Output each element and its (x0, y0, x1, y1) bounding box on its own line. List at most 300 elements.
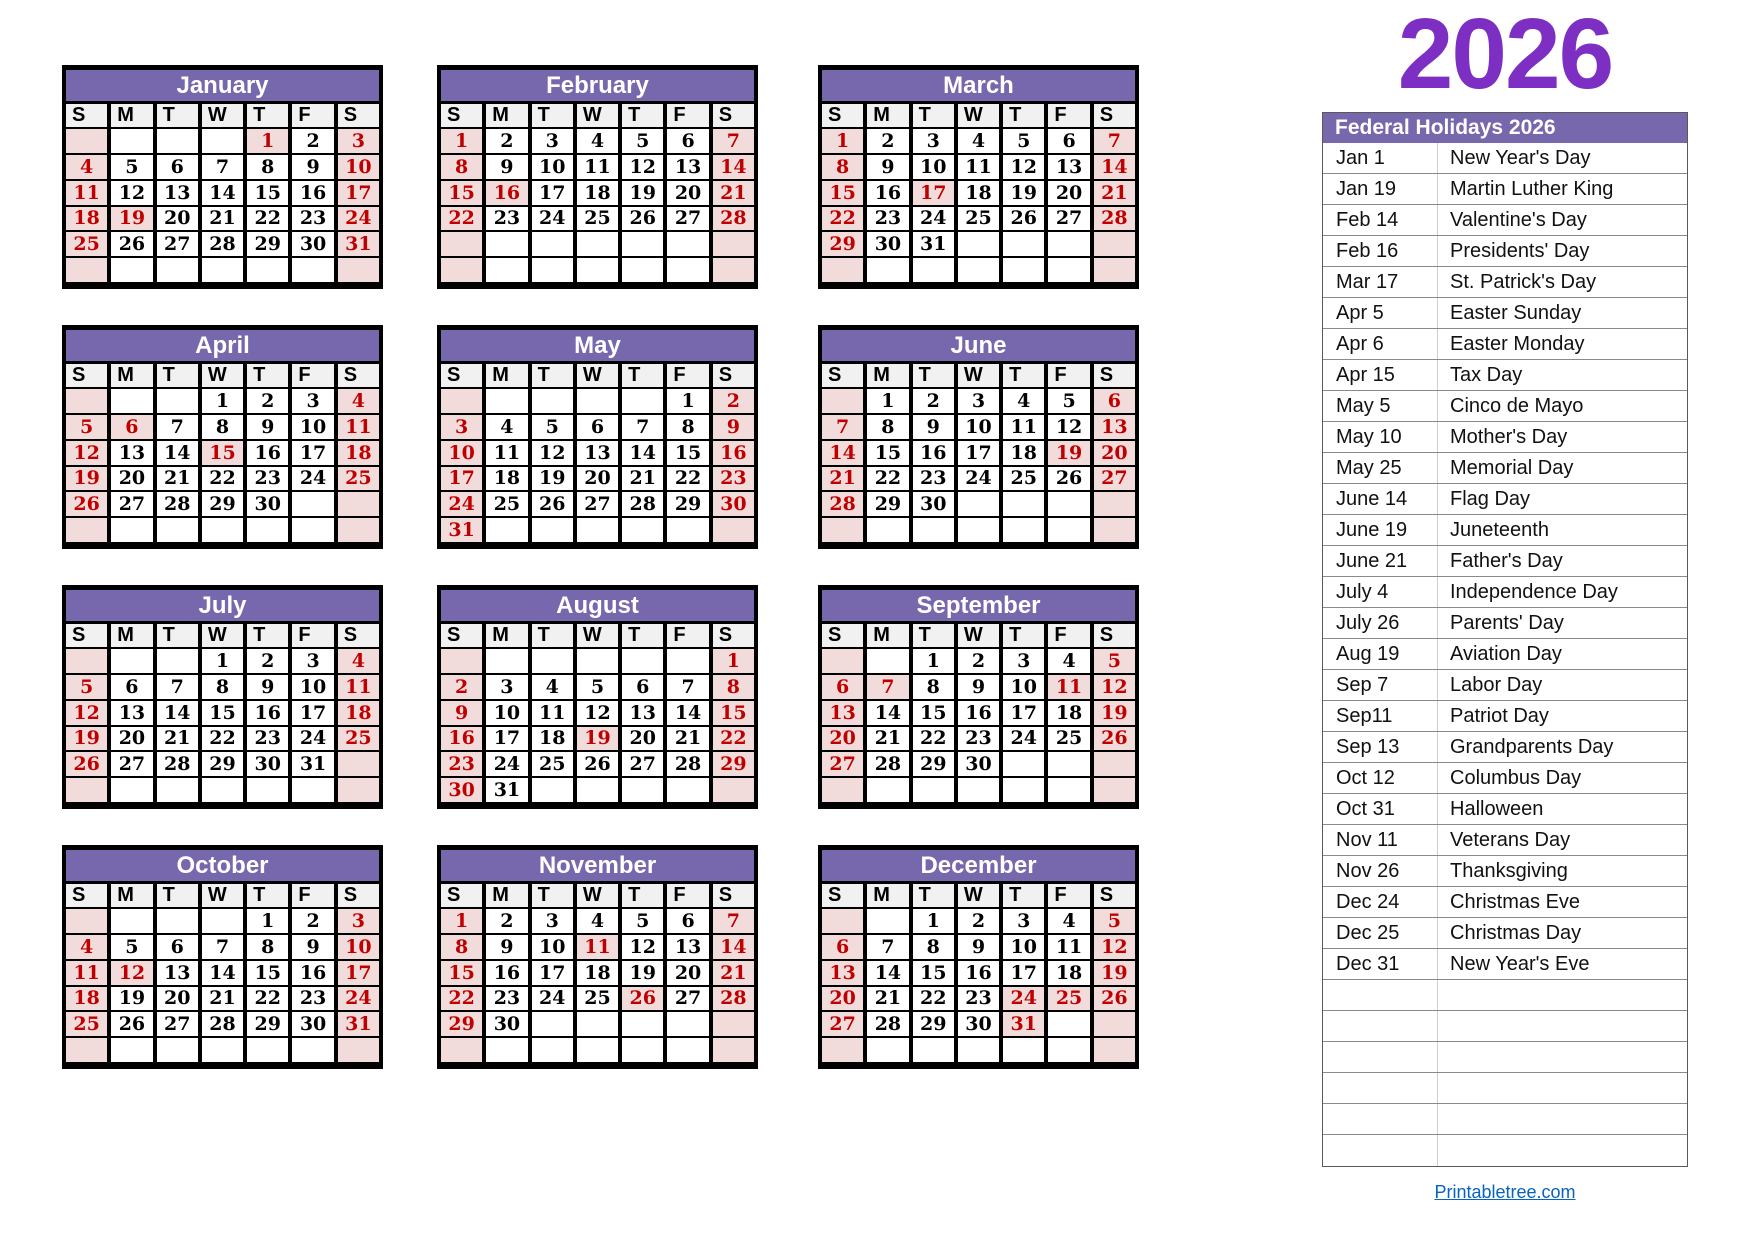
holiday-date: Jan 19 (1323, 174, 1438, 204)
day-cell: 15 (713, 701, 754, 725)
day-cell (292, 258, 333, 282)
day-cell: 28 (867, 752, 908, 776)
day-cell: 2 (247, 389, 288, 413)
day-cell (622, 1012, 663, 1036)
weekday-header: W (577, 884, 618, 907)
day-cell: 27 (822, 752, 863, 776)
day-cell: 27 (577, 492, 618, 516)
day-cell: 26 (532, 492, 573, 516)
day-cell (111, 649, 152, 673)
holiday-row (1323, 1104, 1687, 1135)
day-cell: 12 (1003, 155, 1044, 179)
month-grid (822, 104, 1135, 282)
day-cell (867, 1038, 908, 1062)
day-cell: 8 (441, 155, 482, 179)
weekday-header: M (111, 624, 152, 647)
day-cell: 7 (713, 129, 754, 153)
day-cell: 21 (622, 467, 663, 491)
weekday-header: T (1003, 104, 1044, 127)
day-cell: 14 (622, 441, 663, 465)
day-cell: 28 (713, 987, 754, 1011)
day-cell: 17 (532, 961, 573, 985)
day-cell: 18 (66, 987, 107, 1011)
month-title: November (441, 850, 754, 884)
day-cell: 22 (913, 727, 954, 751)
day-cell: 14 (157, 441, 198, 465)
day-cell: 4 (1048, 649, 1089, 673)
day-cell: 21 (867, 727, 908, 751)
day-cell: 3 (292, 389, 333, 413)
day-cell: 13 (1048, 155, 1089, 179)
day-cell: 17 (292, 701, 333, 725)
day-cell: 18 (338, 441, 379, 465)
day-cell: 2 (713, 389, 754, 413)
day-cell (913, 518, 954, 542)
day-cell: 1 (247, 129, 288, 153)
day-cell: 30 (247, 752, 288, 776)
day-cell (1048, 258, 1089, 282)
day-cell (1094, 1012, 1135, 1036)
day-cell: 6 (822, 935, 863, 959)
day-cell: 29 (441, 1012, 482, 1036)
day-cell (292, 778, 333, 802)
weekday-header: S (338, 364, 379, 387)
weekday-header: T (622, 884, 663, 907)
day-cell (157, 129, 198, 153)
weekday-header: W (577, 364, 618, 387)
day-cell: 7 (713, 909, 754, 933)
day-cell: 22 (247, 207, 288, 231)
month-grid (66, 364, 379, 542)
weekday-header: S (441, 104, 482, 127)
day-cell (577, 778, 618, 802)
day-cell: 25 (532, 752, 573, 776)
day-cell (486, 649, 527, 673)
weekday-header: M (111, 104, 152, 127)
day-cell: 11 (1003, 415, 1044, 439)
holiday-date: Sep 7 (1323, 670, 1438, 700)
month-calendar-november (437, 845, 758, 1069)
day-cell: 15 (913, 701, 954, 725)
day-cell (202, 778, 243, 802)
day-cell: 27 (157, 1012, 198, 1036)
day-cell: 19 (111, 207, 152, 231)
day-cell: 3 (486, 675, 527, 699)
day-cell (111, 389, 152, 413)
day-cell: 27 (157, 232, 198, 256)
weekday-header: M (486, 884, 527, 907)
day-cell: 6 (667, 909, 708, 933)
weekday-header: T (532, 104, 573, 127)
day-cell: 3 (1003, 649, 1044, 673)
day-cell: 18 (1048, 961, 1089, 985)
day-cell: 31 (1003, 1012, 1044, 1036)
day-cell: 3 (958, 389, 999, 413)
holiday-name: Father's Day (1450, 549, 1563, 572)
day-cell: 18 (486, 467, 527, 491)
day-cell: 16 (958, 701, 999, 725)
day-cell: 25 (1003, 467, 1044, 491)
day-cell: 25 (486, 492, 527, 516)
holiday-row (1323, 329, 1687, 360)
day-cell: 11 (958, 155, 999, 179)
month-calendar-may (437, 325, 758, 549)
weekday-header: M (111, 884, 152, 907)
day-cell: 5 (622, 129, 663, 153)
day-cell: 9 (247, 675, 288, 699)
day-cell: 1 (913, 909, 954, 933)
day-cell: 22 (202, 727, 243, 751)
weekday-header: T (532, 624, 573, 647)
day-cell: 26 (1094, 987, 1135, 1011)
day-cell (66, 518, 107, 542)
day-cell: 22 (247, 987, 288, 1011)
day-cell: 19 (1048, 441, 1089, 465)
day-cell: 7 (1094, 129, 1135, 153)
day-cell (822, 1038, 863, 1062)
day-cell (1048, 752, 1089, 776)
weekday-header: F (292, 104, 333, 127)
weekday-header: F (292, 884, 333, 907)
weekday-header: M (867, 364, 908, 387)
day-cell: 10 (1003, 935, 1044, 959)
holiday-name: Presidents' Day (1450, 239, 1590, 262)
holiday-date: Dec 25 (1323, 918, 1438, 948)
day-cell (1094, 232, 1135, 256)
day-cell: 28 (822, 492, 863, 516)
day-cell: 16 (292, 961, 333, 985)
day-cell: 26 (111, 232, 152, 256)
day-cell: 9 (713, 415, 754, 439)
month-grid (822, 624, 1135, 802)
day-cell: 11 (532, 701, 573, 725)
day-cell: 9 (292, 155, 333, 179)
day-cell: 18 (532, 727, 573, 751)
day-cell: 11 (338, 675, 379, 699)
holiday-name: Grandparents Day (1450, 735, 1614, 758)
day-cell: 15 (667, 441, 708, 465)
day-cell: 31 (486, 778, 527, 802)
holiday-date: Jan 1 (1323, 143, 1438, 173)
day-cell: 18 (577, 961, 618, 985)
day-cell (157, 778, 198, 802)
month-calendar-september (818, 585, 1139, 809)
day-cell: 25 (1048, 727, 1089, 751)
day-cell: 23 (441, 752, 482, 776)
weekday-header: S (713, 624, 754, 647)
holiday-name: Mother's Day (1450, 425, 1568, 448)
day-cell: 17 (338, 961, 379, 985)
day-cell: 1 (913, 649, 954, 673)
day-cell: 23 (958, 727, 999, 751)
holiday-name: Easter Monday (1450, 332, 1585, 355)
day-cell (713, 1012, 754, 1036)
day-cell (622, 258, 663, 282)
day-cell: 4 (958, 129, 999, 153)
holiday-name: Christmas Day (1450, 921, 1582, 944)
day-cell (532, 232, 573, 256)
day-cell: 19 (66, 727, 107, 751)
holiday-date: Dec 31 (1323, 949, 1438, 979)
day-cell: 18 (577, 181, 618, 205)
day-cell (292, 518, 333, 542)
day-cell: 29 (822, 232, 863, 256)
day-cell: 20 (157, 987, 198, 1011)
day-cell (1003, 518, 1044, 542)
day-cell: 26 (1094, 727, 1135, 751)
day-cell (958, 518, 999, 542)
day-cell: 9 (486, 935, 527, 959)
day-cell: 28 (1094, 207, 1135, 231)
day-cell: 29 (247, 1012, 288, 1036)
day-cell: 21 (157, 467, 198, 491)
day-cell (913, 258, 954, 282)
holiday-date: June 19 (1323, 515, 1438, 545)
day-cell: 11 (66, 181, 107, 205)
day-cell (867, 649, 908, 673)
day-cell: 25 (338, 467, 379, 491)
day-cell (202, 1038, 243, 1062)
weekday-header: F (1048, 364, 1089, 387)
holiday-name: Martin Luther King (1450, 177, 1614, 200)
day-cell: 12 (111, 961, 152, 985)
weekday-header: S (338, 104, 379, 127)
holiday-date: Nov 26 (1323, 856, 1438, 886)
weekday-header: F (667, 104, 708, 127)
weekday-header: S (338, 884, 379, 907)
day-cell: 17 (292, 441, 333, 465)
day-cell: 7 (622, 415, 663, 439)
holiday-row (1323, 794, 1687, 825)
day-cell: 21 (713, 961, 754, 985)
day-cell: 26 (622, 207, 663, 231)
day-cell (577, 649, 618, 673)
day-cell: 13 (667, 935, 708, 959)
day-cell (667, 649, 708, 673)
day-cell: 21 (157, 727, 198, 751)
day-cell: 27 (822, 1012, 863, 1036)
day-cell: 5 (577, 675, 618, 699)
day-cell: 21 (867, 987, 908, 1011)
day-cell: 19 (66, 467, 107, 491)
day-cell (1003, 258, 1044, 282)
month-title: July (66, 590, 379, 624)
holiday-name: Thanksgiving (1450, 859, 1568, 882)
day-cell: 15 (822, 181, 863, 205)
day-cell: 19 (1003, 181, 1044, 205)
weekday-header: T (913, 624, 954, 647)
holiday-row (1323, 763, 1687, 794)
holidays-header: Federal Holidays 2026 (1323, 113, 1687, 143)
day-cell: 28 (202, 1012, 243, 1036)
day-cell (822, 649, 863, 673)
weekday-header: F (667, 624, 708, 647)
day-cell: 2 (247, 649, 288, 673)
month-calendar-march (818, 65, 1139, 289)
holiday-row (1323, 577, 1687, 608)
weekday-header: T (247, 104, 288, 127)
holiday-row (1323, 1042, 1687, 1073)
holiday-name: Halloween (1450, 797, 1544, 820)
day-cell: 12 (532, 441, 573, 465)
day-cell: 17 (1003, 961, 1044, 985)
day-cell: 20 (111, 727, 152, 751)
day-cell (867, 909, 908, 933)
holiday-name: Christmas Eve (1450, 890, 1581, 913)
weekday-header: T (622, 364, 663, 387)
day-cell: 22 (441, 987, 482, 1011)
holiday-name: New Year's Day (1450, 146, 1591, 169)
day-cell: 20 (822, 987, 863, 1011)
day-cell: 1 (202, 389, 243, 413)
day-cell: 11 (577, 155, 618, 179)
weekday-header: S (713, 104, 754, 127)
day-cell: 28 (202, 232, 243, 256)
holiday-row (1323, 174, 1687, 205)
day-cell (66, 909, 107, 933)
day-cell (441, 232, 482, 256)
day-cell: 30 (486, 1012, 527, 1036)
weekday-header: S (822, 104, 863, 127)
weekday-header: S (822, 364, 863, 387)
day-cell (1003, 232, 1044, 256)
year-heading: 2026 (1397, 0, 1613, 110)
day-cell (1094, 518, 1135, 542)
holiday-row (1323, 639, 1687, 670)
day-cell: 18 (338, 701, 379, 725)
holiday-date: May 5 (1323, 391, 1438, 421)
weekday-header: T (1003, 624, 1044, 647)
day-cell: 14 (667, 701, 708, 725)
day-cell: 30 (441, 778, 482, 802)
day-cell: 7 (867, 675, 908, 699)
day-cell: 9 (486, 155, 527, 179)
day-cell: 1 (441, 909, 482, 933)
day-cell: 19 (577, 727, 618, 751)
weekday-header: W (958, 104, 999, 127)
holiday-name: Tax Day (1450, 363, 1523, 386)
day-cell: 9 (292, 935, 333, 959)
day-cell (157, 1038, 198, 1062)
day-cell (202, 518, 243, 542)
day-cell: 8 (913, 935, 954, 959)
day-cell: 6 (622, 675, 663, 699)
day-cell: 12 (622, 155, 663, 179)
printabletree-link[interactable]: Printabletree.com (1434, 1182, 1576, 1202)
day-cell (1048, 518, 1089, 542)
day-cell (338, 778, 379, 802)
day-cell (66, 389, 107, 413)
day-cell (111, 778, 152, 802)
day-cell: 29 (867, 492, 908, 516)
holiday-row (1323, 267, 1687, 298)
holiday-name: Memorial Day (1450, 456, 1574, 479)
day-cell: 20 (157, 207, 198, 231)
day-cell: 3 (292, 649, 333, 673)
day-cell: 29 (202, 752, 243, 776)
day-cell: 10 (292, 675, 333, 699)
holiday-date: Apr 5 (1323, 298, 1438, 328)
holiday-name: Independence Day (1450, 580, 1618, 603)
day-cell: 2 (441, 675, 482, 699)
day-cell: 8 (441, 935, 482, 959)
holiday-date: July 4 (1323, 577, 1438, 607)
day-cell: 12 (1094, 675, 1135, 699)
day-cell: 13 (157, 181, 198, 205)
day-cell (1048, 1012, 1089, 1036)
weekday-header: M (111, 364, 152, 387)
weekday-header: T (913, 104, 954, 127)
day-cell: 10 (913, 155, 954, 179)
day-cell: 1 (441, 129, 482, 153)
month-title: September (822, 590, 1135, 624)
day-cell: 25 (1048, 987, 1089, 1011)
month-calendar-august (437, 585, 758, 809)
day-cell: 28 (157, 492, 198, 516)
day-cell: 4 (1003, 389, 1044, 413)
day-cell: 22 (441, 207, 482, 231)
holiday-date (1323, 1042, 1438, 1072)
day-cell (1094, 492, 1135, 516)
weekday-header: F (667, 884, 708, 907)
holiday-date (1323, 1104, 1438, 1134)
weekday-header: S (66, 624, 107, 647)
month-grid (66, 884, 379, 1062)
month-grid (66, 624, 379, 802)
day-cell: 8 (247, 935, 288, 959)
day-cell: 26 (66, 492, 107, 516)
holiday-row (1323, 484, 1687, 515)
holiday-row (1323, 918, 1687, 949)
day-cell: 4 (486, 415, 527, 439)
day-cell: 10 (338, 935, 379, 959)
day-cell (532, 1012, 573, 1036)
day-cell (111, 1038, 152, 1062)
day-cell: 29 (667, 492, 708, 516)
weekday-header: S (441, 884, 482, 907)
day-cell: 21 (822, 467, 863, 491)
day-cell: 19 (1094, 961, 1135, 985)
day-cell: 9 (247, 415, 288, 439)
holiday-name: Patriot Day (1450, 704, 1549, 727)
month-grid (822, 364, 1135, 542)
holiday-date: Apr 6 (1323, 329, 1438, 359)
day-cell: 10 (958, 415, 999, 439)
day-cell: 17 (486, 727, 527, 751)
month-grid (441, 884, 754, 1062)
day-cell: 27 (667, 987, 708, 1011)
day-cell: 14 (822, 441, 863, 465)
weekday-header: F (1048, 884, 1089, 907)
weekday-header: W (577, 104, 618, 127)
day-cell (1048, 1038, 1089, 1062)
day-cell: 26 (111, 1012, 152, 1036)
holiday-row (1323, 949, 1687, 980)
day-cell (1094, 752, 1135, 776)
day-cell (713, 258, 754, 282)
day-cell (822, 258, 863, 282)
day-cell: 1 (667, 389, 708, 413)
weekday-header: S (66, 104, 107, 127)
day-cell: 25 (66, 1012, 107, 1036)
day-cell (667, 1038, 708, 1062)
holiday-row (1323, 608, 1687, 639)
day-cell: 9 (913, 415, 954, 439)
day-cell: 17 (338, 181, 379, 205)
day-cell: 15 (202, 441, 243, 465)
day-cell (1003, 1038, 1044, 1062)
day-cell: 22 (202, 467, 243, 491)
